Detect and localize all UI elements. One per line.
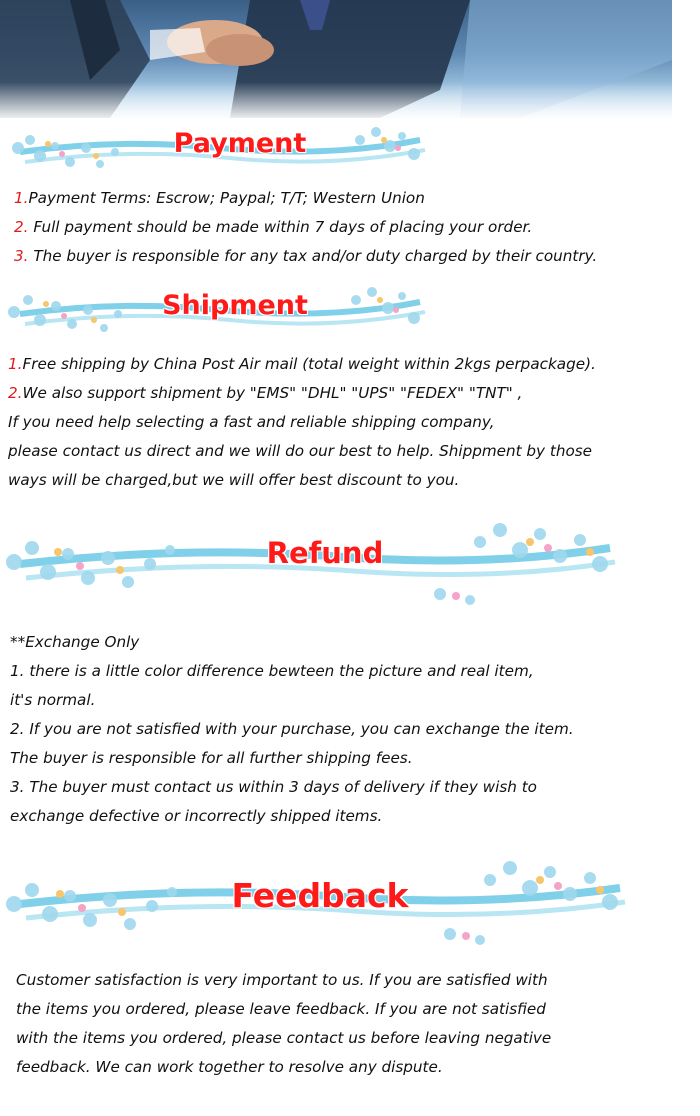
feedback-line-2: the items you ordered, please leave feedback. If you are not satisfied [16, 1000, 546, 1018]
feedback-line-4: feedback. We can work together to resolve any dispute. [16, 1058, 443, 1076]
hero-handshake-image [0, 0, 672, 118]
refund-line-6: 3. The buyer must contact us within 3 days of delivery if they wish to [10, 778, 537, 796]
feedback-title: Feedback [231, 876, 409, 915]
payment-line-2: 2. Full payment should be made within 7 days of placing your order. [14, 218, 533, 236]
shipment-line-5: ways will be charged,but we will offer best discount to you. [8, 471, 460, 489]
shipment-line-4: please contact us direct and we will do our best to help. Shippment by those [8, 442, 592, 460]
refund-line-1: **Exchange Only [10, 633, 140, 651]
payment-num-2: 2. [14, 218, 29, 236]
feedback-banner [0, 852, 640, 952]
hero-fade [0, 82, 672, 118]
payment-title: Payment [173, 128, 307, 159]
payment-line-3: 3. The buyer is responsible for any tax and/or duty charged by their country. [14, 247, 598, 265]
refund-title: Refund [266, 536, 384, 570]
refund-line-3: it's normal. [10, 691, 96, 709]
shipment-num-1: 1. [8, 355, 23, 373]
feedback-line-1: Customer satisfaction is very important to us. If you are satisfied with [16, 971, 548, 989]
refund-line-2: 1. there is a little color difference bewteen the picture and real item, [10, 662, 534, 680]
refund-line-7: exchange defective or incorrectly shipped items. [10, 807, 383, 825]
shipment-line-3: If you need help selecting a fast and reliable shipping company, [8, 413, 495, 431]
shipment-text [8, 350, 596, 495]
shipment-line-2: 2.We also support shipment by "EMS" "DHL" "UPS" "FEDEX" "TNT" , [8, 384, 523, 402]
feedback-text [16, 966, 551, 1082]
shipment-line-1: 1.Free shipping by China Post Air mail (total weight within 2kgs perpackage). [8, 355, 596, 373]
feedback-line-3: with the items you ordered, please contact us before leaving negative [16, 1029, 552, 1047]
shipment-banner [0, 280, 440, 346]
payment-num-1: 1. [14, 189, 29, 207]
refund-line-5: The buyer is responsible for all further shipping fees. [10, 749, 413, 767]
shipment-num-2: 2. [8, 384, 23, 402]
shipment-title: Shipment [162, 290, 308, 321]
payment-num-3: 3. [14, 247, 29, 265]
payment-banner [0, 118, 440, 184]
refund-text [10, 628, 574, 831]
refund-banner [0, 512, 630, 612]
payment-text [14, 184, 597, 271]
refund-line-4: 2. If you are not satisfied with your purchase, you can exchange the item. [10, 720, 574, 738]
payment-line-1: 1.Payment Terms: Escrow; Paypal; T/T; Western Union [14, 189, 425, 207]
